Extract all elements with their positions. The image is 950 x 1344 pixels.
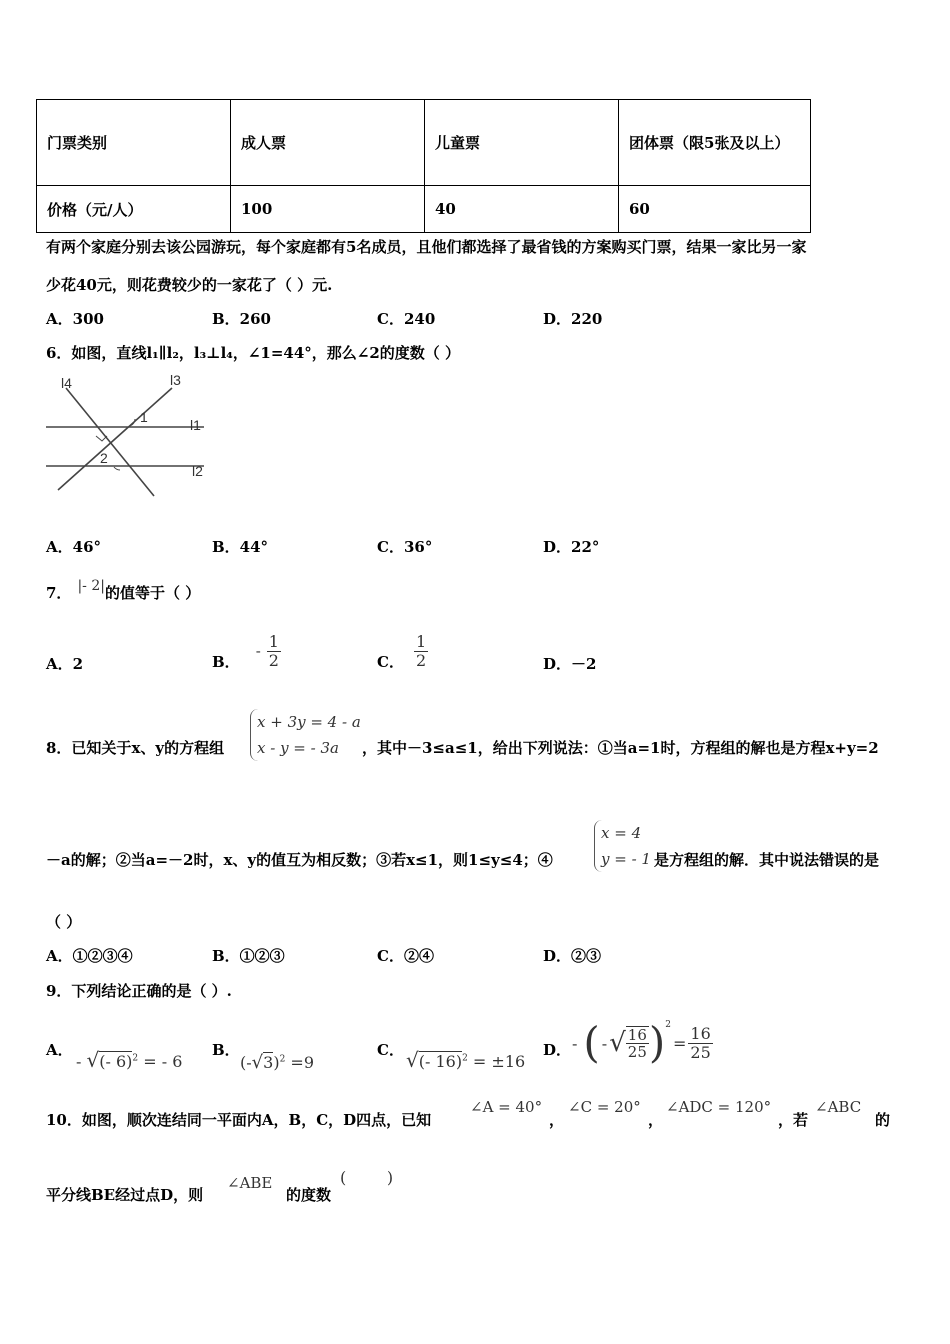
table-header-cell: 门票类别 (37, 100, 231, 186)
q7-option-a: A．2 (46, 655, 84, 673)
q6-option-c: C．36° (377, 538, 433, 556)
q10-line2-prefix: 平分线BE经过点D，则 (46, 1186, 204, 1204)
q5-option-c: C．240 (377, 310, 436, 328)
denominator: 25 (690, 1042, 711, 1062)
q10-suffix: 的 (875, 1111, 891, 1129)
line-l3 (58, 388, 172, 490)
line-l4 (66, 388, 154, 496)
label-l3: l3 (170, 372, 181, 388)
exponent: 2 (665, 1020, 671, 1030)
q10-angle-abe: ∠ABE (227, 1174, 273, 1192)
table-header-cell: 成人票 (231, 100, 425, 186)
q5-option-a: A．300 (46, 310, 104, 328)
q7-stem: 的值等于（ ） (104, 584, 201, 602)
q9-option-b-label: B． (212, 1041, 240, 1059)
q10-angle-abc: ∠ABC (815, 1098, 862, 1116)
rhs: = - 6 (143, 1052, 183, 1071)
q8-option-b: B．①②③ (212, 947, 285, 965)
q8-option-c: C．②④ (377, 947, 434, 965)
close-paren: ) (273, 1053, 280, 1072)
numerator: 1 (415, 631, 427, 651)
q5-stem-line1: 有两个家庭分别去该公园游玩，每个家庭都有5名成员，且他们都选择了最省钱的方案购买门票，结果一家比另一家 (46, 238, 807, 256)
q5-stem-line2: 少花40元，则花费较少的一家花了（ ）元. (46, 276, 333, 294)
denominator: 2 (268, 650, 279, 670)
q9-option-b-expr: $(-√3)^2 =9$ (240, 1052, 314, 1073)
rhs-fraction (688, 1025, 712, 1061)
d-fraction (626, 1026, 649, 1061)
q7-option-c-label: C． (377, 652, 404, 671)
open-paren: (- (240, 1053, 252, 1072)
label-l1: l1 (190, 417, 201, 433)
q7-abs-expr: |- 2| (77, 578, 105, 594)
exponent: 2 (132, 1053, 139, 1064)
q9-option-a-label: A． (46, 1041, 73, 1059)
ticket-price-table (36, 99, 811, 233)
q6-stem: 6．如图，直线l₁∥l₂，l₃⊥l₄，∠1=44°，那么∠2的度数（ ） (46, 344, 461, 362)
exponent: 2 (279, 1054, 286, 1065)
q10-condition: ，若 (778, 1111, 809, 1129)
q9-option-d-label: D． (543, 1041, 572, 1059)
rhs: =9 (290, 1053, 314, 1072)
q8-option-d: D．②③ (543, 947, 602, 965)
q10-answer-paren: ( ) (340, 1168, 394, 1187)
numerator: 16 (690, 1023, 711, 1043)
table-cell: 40 (425, 186, 619, 233)
rhs: = ±16 (472, 1052, 526, 1071)
q10-angle-a: ∠A = 40° (470, 1098, 543, 1116)
q8-solution-y: y = - 1 (601, 850, 651, 868)
q8-question: 是方程组的解．其中说法错误的是 (654, 851, 880, 869)
q10-separator: ， (648, 1111, 664, 1129)
label-angle2: 2 (100, 450, 108, 466)
q9-option-c-expr: √(- 16)$^2$ = ±16 (406, 1048, 526, 1072)
radicand: 3 (263, 1053, 274, 1072)
denominator: 2 (415, 650, 427, 670)
q8-equation-1: x + 3y = 4 - a (257, 713, 361, 731)
numerator: 16 (627, 1025, 647, 1044)
minus-sign: - (76, 1052, 82, 1071)
q7-option-b-sign: - (255, 642, 261, 660)
q9-option-a-expr: - √(- 6)$^2$ = - 6 (76, 1048, 183, 1072)
q7-option-d: D．－2 (543, 655, 597, 673)
q6-option-d: D．22° (543, 538, 600, 556)
q8-equation-2: x - y = - 3a (257, 739, 339, 757)
q8-answer-paren: （ ） (46, 913, 82, 931)
q8-solution-pair (594, 820, 651, 872)
q9-option-d-expr: - ( - √ $\frac{16}{25}$ ) $^2$ = $\frac{16}{25}$ (572, 1018, 711, 1067)
equals: = (673, 1033, 687, 1053)
minus-sign: - (572, 1033, 578, 1053)
q9-option-c-label: C． (377, 1041, 404, 1059)
q5-option-d: D．220 (543, 310, 603, 328)
angle2-arc (114, 467, 120, 470)
denominator: 25 (627, 1043, 647, 1061)
q5-option-b: B．260 (212, 310, 271, 328)
table-row-label: 价格（元/人） (37, 186, 231, 233)
exponent: 2 (462, 1053, 468, 1064)
inner-minus: - (601, 1033, 608, 1053)
q8-prefix: 8．已知关于x、y的方程组 (46, 739, 225, 757)
numerator: 1 (268, 631, 279, 651)
q10-line2-suffix: 的度数 (286, 1186, 332, 1204)
radicand: (- 16) (418, 1052, 463, 1071)
table-header-cell: 团体票（限5张及以上） (619, 100, 811, 186)
label-l2: l2 (192, 463, 203, 479)
q10-angle-c: ∠C = 20° (568, 1098, 641, 1116)
q8-solution-x: x = 4 (601, 824, 642, 842)
radicand: (- 6) (99, 1052, 133, 1071)
q8-statements-2-4: －a的解；②当a=－2时，x、y的值互为相反数；③若x≤1，则1≤y≤4；④ (46, 851, 553, 869)
q8-equation-system (250, 709, 361, 761)
q6-option-a: A．46° (46, 538, 102, 556)
label-angle1: 1 (140, 409, 148, 425)
q9-stem: 9．下列结论正确的是（ ）. (46, 982, 232, 1000)
q6-figure (44, 370, 219, 500)
q8-option-a: A．①②③④ (46, 947, 133, 965)
q6-option-b: B．44° (212, 538, 269, 556)
q7-number: 7． (46, 584, 72, 602)
q7-option-b-label: B． (212, 652, 240, 671)
q10-separator: ， (549, 1111, 565, 1129)
table-cell: 60 (619, 186, 811, 233)
q7-option-c-fraction (414, 633, 428, 669)
table-header-cell: 儿童票 (425, 100, 619, 186)
table-cell: 100 (231, 186, 425, 233)
q10-angle-adc: ∠ADC = 120° (666, 1098, 772, 1116)
q10-prefix: 10．如图，顺次连结同一平面内A，B，C，D四点，已知 (46, 1111, 432, 1129)
q7-option-b-fraction (267, 633, 281, 669)
label-l4: l4 (61, 375, 72, 391)
q8-statement-1: ，其中－3≤a≤1，给出下列说法：①当a=1时，方程组的解也是方程x+y=2 (362, 739, 879, 757)
